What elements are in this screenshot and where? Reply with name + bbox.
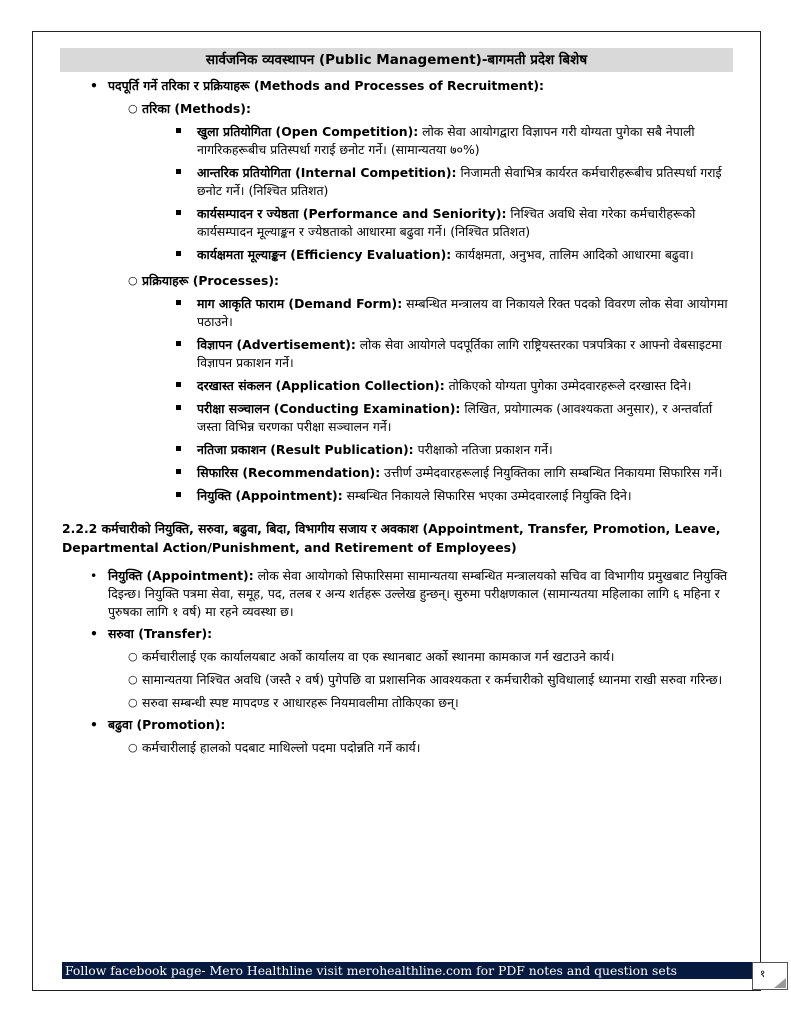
- list-item: खुला प्रतियोगिता (Open Competition): लोक सेवा आयोगद्वारा विज्ञापन गरी योग्यता पुगेका सबै नेपाली नागरिकहरूबीच प्रतिस्पर्धा गराई छनोट गर्ने। (सामान्यतया ७०%): [62, 123, 752, 159]
- promotion-heading: • बढुवा (Promotion):: [90, 717, 226, 732]
- circle-bullet-icon: ○: [128, 274, 138, 287]
- document-body: [62, 75, 752, 757]
- list-item: कार्यसम्पादन र ज्येष्ठता (Performance and Seniority): निश्चित अवधि सेवा गरेका कर्मचारीहरूको कार्यसम्पादन मूल्याङ्कन र ज्येष्ठताको आधारमा बढुवा गर्ने। (निश्चित प्रतिशत): [62, 205, 752, 241]
- square-bullet-icon: [176, 341, 181, 346]
- transfer-heading: • सरुवा (Transfer):: [90, 626, 213, 641]
- list-item: ○ कर्मचारीलाई एक कार्यालयबाट अर्को कार्यालय वा एक स्थानबाट अर्को स्थानमा कामकाज गर्न खटाउने कार्य।: [128, 649, 615, 664]
- processes-heading: ○ प्रक्रियाहरू (Processes):: [128, 273, 279, 288]
- list-item: आन्तरिक प्रतियोगिता (Internal Competition): निजामती सेवाभित्र कार्यरत कर्मचारीहरूबीच प्रतिस्पर्धा गराई छनोट गर्ने। (निश्चित प्रतिशत): [62, 164, 752, 200]
- section-heading: 2.2.2 कर्मचारीको नियुक्ति, सरुवा, बढुवा, बिदा, विभागीय सजाय र अवकाश (Appointment, Transfer, Promotion, Leave, Departmental Action/Punishment, and Retirement of Employees): [62, 521, 721, 555]
- square-bullet-icon: [176, 492, 181, 497]
- square-bullet-icon: [176, 300, 181, 305]
- page-header-banner: सार्वजनिक व्यवस्थापन (Public Management)-बागमती प्रदेश बिशेष: [60, 48, 733, 72]
- recruitment-heading: • पदपूर्ति गर्ने तरिका र प्रक्रियाहरू (Methods and Processes of Recruitment):: [90, 78, 545, 93]
- methods-heading: ○ तरिका (Methods):: [128, 101, 251, 116]
- bullet-icon: •: [90, 78, 98, 93]
- bullet-icon: •: [90, 568, 98, 583]
- list-item: ○ कर्मचारीलाई हालको पदबाट माथिल्लो पदमा पदोन्नति गर्ने कार्य।: [128, 740, 421, 755]
- list-item: नियुक्ति (Appointment): सम्बन्धित निकायले सिफारिस भएका उम्मेदवारलाई नियुक्ति दिने।: [62, 487, 752, 505]
- square-bullet-icon: [176, 210, 181, 215]
- list-item: माग आकृति फाराम (Demand Form): सम्बन्धित मन्त्रालय वा निकायले रिक्त पदको विवरण लोक सेवा आयोगमा पठाउने।: [62, 295, 752, 331]
- square-bullet-icon: [176, 382, 181, 387]
- list-item: ○ सरुवा सम्बन्धी स्पष्ट मापदण्ड र आधारहरू नियमावलीमा तोकिएका छन्।: [128, 695, 459, 710]
- list-item: ○ सामान्यतया निश्चित अवधि (जस्तै २ वर्ष) पुगेपछि वा प्रशासनिक आवश्यकता र कर्मचारीको सुविधालाई ध्यानमा राखी सरुवा गरिन्छ।: [128, 672, 723, 687]
- list-item: दरखास्त संकलन (Application Collection): तोकिएको योग्यता पुगेका उम्मेदवारहरूले दरखास्त दिने।: [62, 377, 752, 395]
- square-bullet-icon: [176, 405, 181, 410]
- page-fold-icon: [774, 978, 786, 988]
- square-bullet-icon: [176, 128, 181, 133]
- list-item: कार्यक्षमता मूल्याङ्कन (Efficiency Evaluation): कार्यक्षमता, अनुभव, तालिम आदिको आधारमा बढुवा।: [62, 246, 752, 264]
- bullet-icon: •: [90, 626, 98, 641]
- list-item: नतिजा प्रकाशन (Result Publication): परीक्षाको नतिजा प्रकाशन गर्ने।: [62, 441, 752, 459]
- circle-bullet-icon: ○: [128, 650, 138, 663]
- list-item: परीक्षा सञ्चालन (Conducting Examination): लिखित, प्रयोगात्मक (आवश्यकता अनुसार), र अन्तर्वार्ता जस्ता विभिन्न चरणका परीक्षा सञ्चालन गर्ने।: [62, 400, 752, 436]
- square-bullet-icon: [176, 251, 181, 256]
- bullet-icon: •: [90, 717, 98, 732]
- circle-bullet-icon: ○: [128, 696, 138, 709]
- page-number: १: [760, 969, 766, 980]
- square-bullet-icon: [176, 169, 181, 174]
- circle-bullet-icon: ○: [128, 673, 138, 686]
- square-bullet-icon: [176, 469, 181, 474]
- list-item: सिफारिस (Recommendation): उत्तीर्ण उम्मेदवारहरूलाई नियुक्तिका लागि सम्बन्धित निकायमा सिफारिस गर्ने।: [62, 464, 752, 482]
- footer-banner: Follow facebook page- Mero Healthline visit merohealthline.com for PDF notes and question sets: [62, 962, 755, 979]
- appointment-item: • नियुक्ति (Appointment): लोक सेवा आयोगको सिफारिसमा सामान्यतया सम्बन्धित मन्त्रालयको सचिव वा विभागीय प्रमुखबाट नियुक्ति दिइन्छ। नियुक्ति पत्रमा सेवा, समूह, पद, तलब र अन्य शर्तहरू उल्लेख हुन्छन्। सुरुमा परीक्षणकाल (सामान्यतया महिलाका लागि ६ महिना र पुरुषका लागि १ वर्ष) मा रहने व्यवस्था छ।: [90, 568, 728, 619]
- circle-bullet-icon: ○: [128, 102, 138, 115]
- circle-bullet-icon: ○: [128, 741, 138, 754]
- square-bullet-icon: [176, 446, 181, 451]
- list-item: विज्ञापन (Advertisement): लोक सेवा आयोगले पदपूर्तिका लागि राष्ट्रियस्तरका पत्रपत्रिका र आफ्नो वेबसाइटमा विज्ञापन प्रकाशन गर्ने।: [62, 336, 752, 372]
